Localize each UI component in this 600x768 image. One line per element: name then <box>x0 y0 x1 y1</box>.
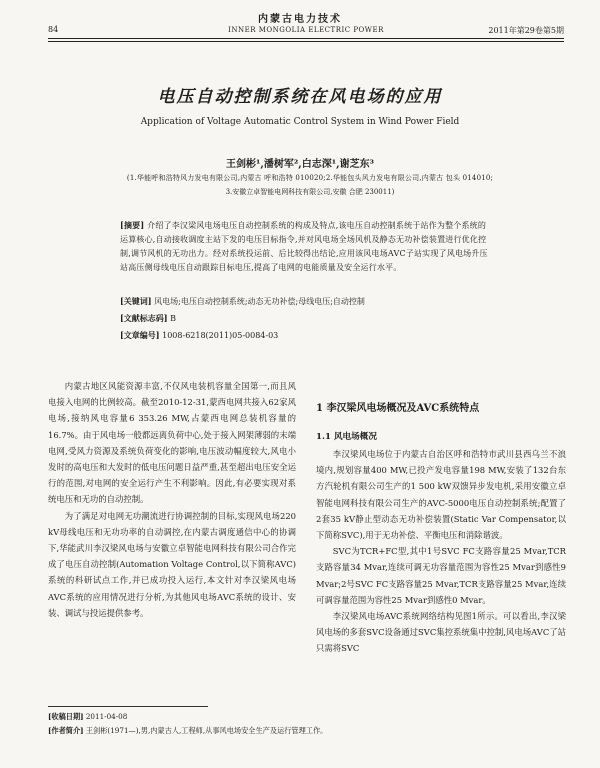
volume-issue: 2011年第29卷第5期 <box>488 26 564 35</box>
windfarm-paragraph-1: 李汉梁风电场位于内蒙古自治区呼和浩特市武川县西乌兰不浪境内,规划容量400 MW,已投产发电容量198 MW,安装了132台东方汽轮机有限公司生产的1 500 kW双馈异步发电机,采用安徽立卓智能电网科技有限公司生产的AVC-5000电压自动控制系统;配置了2套35 kV静止型动态无功补偿装置(Static Var Compensator,以下简称SVC),用于无功补偿、平衡电压和消除谐波。 <box>316 449 566 541</box>
received-value: 2011-04-08 <box>85 712 128 721</box>
author-bio-label: [作者简介] <box>48 726 84 735</box>
abstract-text: 介绍了李汉梁风电场电压自动控制系统的构成及特点,该电压自动控制系统于站作为整个系统的运算核心,自动接收调度主站下发的电压目标指令,并对风电场全场风机及静态无功补偿装置进行优化控制,调节风机的无功出力。经对系统投运前、后比较得出结论,应用该风电场AVC子站实现了风电场升压站高压侧母线电压自动跟踪目标电压,提高了电网的电能质量及安全运行水平。 <box>120 221 488 272</box>
header-rule-thin <box>48 41 564 42</box>
section-heading-1: 1 李汉梁风电场概况及AVC系统特点 <box>316 403 480 414</box>
intro-paragraph-1: 内蒙古地区风能资源丰富,不仅风电装机容量全国第一,而且风电接入电网的比例较高。截至2010-12-31,蒙西电网共接入62家风电场,接纳风电容量6 353.26 MW,占蒙西电网总装机容量的16.7%。由于风电场一般都远离负荷中心,处于接入网架薄弱的末端电网,受风力资源及系统负荷变化的影响,电压波动幅度较大,风电小发时的高电压和大发时的低电压问题日益严重,甚至超出电压安全运行的范围,对电网的安全运行产生不利影响。因此,有必要实现对系统电压和无功的自动控制。 <box>48 381 296 505</box>
article-id-value: 1008-6218(2011)05-0084-03 <box>162 331 279 340</box>
document-code-value: B <box>170 314 177 323</box>
document-code-label: [文献标志码] <box>120 313 168 323</box>
affiliation-line-2: 3.安徽立卓智能电网科技有限公司,安徽 合肥 230011) <box>225 188 395 196</box>
running-header <box>48 25 564 37</box>
article-id-label: [文章编号] <box>120 330 160 340</box>
journal-name-cn: 内蒙古电力技术 <box>258 14 342 25</box>
page-number: 84 <box>48 25 59 34</box>
keywords <box>120 294 492 309</box>
abstract-label: [摘要] <box>120 220 145 230</box>
windfarm-paragraph-2: SVC为TCR+FC型,其中1号SVC FC支路容量25 Mvar,TCR支路容量34 Mvar,连续可调无功容量范围为容性25 Mvar到感性9 Mvar;2号SVC FC支路容量25 Mvar,TCR支路容量25 Mvar,连续可调容量范围为容性25 Mvar到感性0 Mvar。 <box>316 546 566 605</box>
right-column <box>316 446 566 657</box>
author-bio-value: 王剑彬(1971—),男,内蒙古人,工程师,从事风电场安全生产及运行管理工作。 <box>85 726 328 735</box>
keywords-text: 风电场;电压自动控制系统;动态无功补偿;母线电压;自动控制 <box>154 297 365 306</box>
article-id <box>120 328 492 343</box>
abstract <box>120 218 492 275</box>
windfarm-paragraph-3: 李汉梁风电场AVC系统网络结构见图1所示。可以看出,李汉梁风电场的多套SVC设备通过SVC集控系统集中控制,风电场AVC了站只需将SVC <box>316 611 566 654</box>
document-code <box>120 311 492 326</box>
received-date <box>48 711 568 723</box>
header-rule <box>48 38 564 39</box>
journal-name-en: INNER MONGOLIA ELECTRIC POWER <box>228 26 384 34</box>
paper-title-cn: 电压自动控制系统在风电场的应用 <box>157 87 443 107</box>
intro-paragraph-2: 为了满足对电网无功潮流进行协调控制的目标,实现风电场220 kV母线电压和无功功率的自动调控,在内蒙古调度通信中心的协调下,华能武川李汉梁风电场与安徽立卓智能电网科技有限公司合作完成了电压自动控制(Automation Voltage Control,以下简称AVC)系统的科研试点工作,并已成功投入运行,本文针对李汉梁风电场AVC系统的应用情况进行分析,为其他风电场AVC系统的设计、安装、调试与投运提供参考。 <box>48 510 296 618</box>
affiliation-line-1: (1.华能呼和浩特风力发电有限公司,内蒙古 呼和浩特 010020;2.华能包头风力发电有限公司,内蒙古 包头 014010; <box>126 174 494 182</box>
paper-title-en: Application of Voltage Automatic Control System in Wind Power Field <box>140 117 460 127</box>
author-list: 王剑彬¹,潘树军²,白志深¹,谢芝东³ <box>226 159 374 170</box>
received-label: [收稿日期] <box>48 712 84 721</box>
keywords-label: [关键词] <box>120 296 152 306</box>
footnote-rule <box>48 706 208 707</box>
left-column <box>48 378 296 621</box>
subsection-heading-1-1: 1.1 风电场概况 <box>316 432 377 442</box>
author-bio <box>48 725 568 737</box>
